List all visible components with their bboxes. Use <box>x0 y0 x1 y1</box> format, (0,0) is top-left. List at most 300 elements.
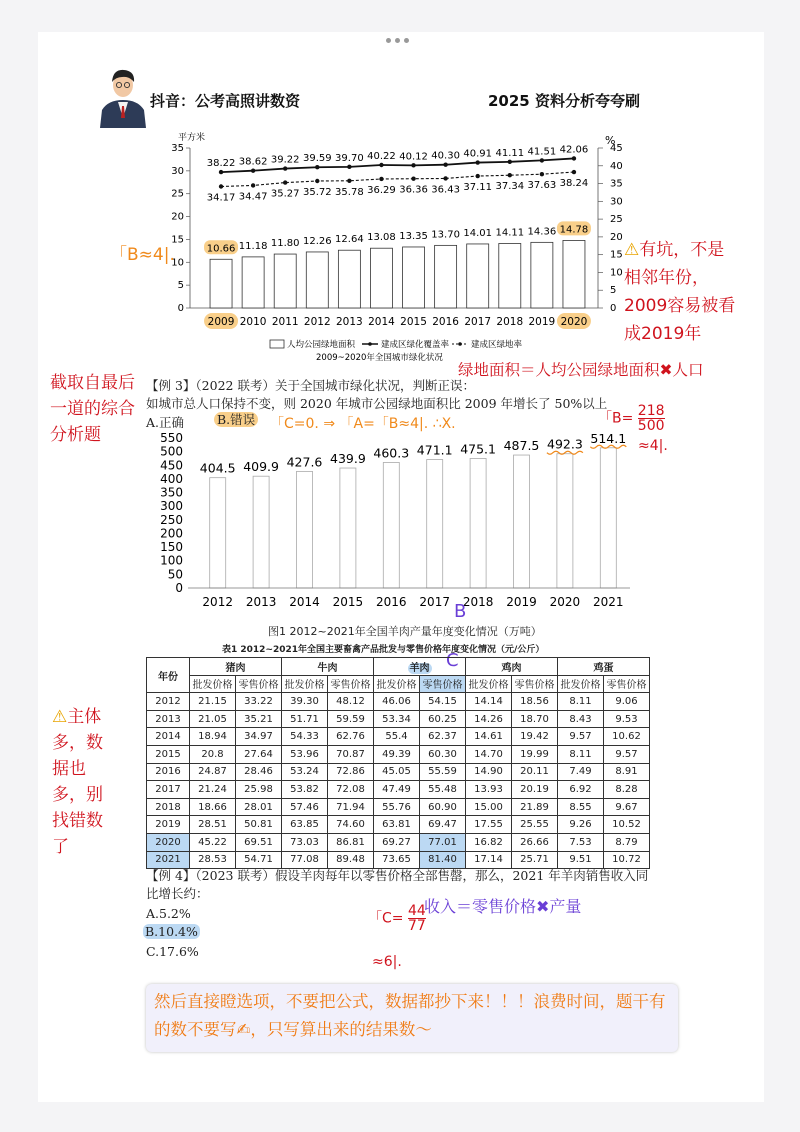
price-cell: 34.97 <box>236 728 282 746</box>
price-cell: 72.08 <box>328 781 374 799</box>
price-cell: 73.03 <box>282 833 328 851</box>
table-row <box>147 816 650 834</box>
price-cell: 51.71 <box>282 710 328 728</box>
year-cell: 2012 <box>147 693 190 711</box>
greenland-value-label: 37.63 <box>527 180 557 192</box>
price-cell: 53.24 <box>282 763 328 781</box>
greenland-value-label: 36.29 <box>367 184 396 196</box>
legend-bar-label: 人均公园绿地面积 <box>287 340 356 350</box>
right-tick-label: 35 <box>610 178 623 190</box>
x-tick-label: 2018 <box>462 595 494 609</box>
left-tick-label: 0 <box>177 303 184 314</box>
x-axis-labels <box>202 595 623 609</box>
annotation-many-data: ⚠主体 多，数 据也 多，别 找错数 了 <box>52 707 103 857</box>
sub-header: 批发价格 <box>558 675 604 693</box>
bar-2010 <box>242 257 264 308</box>
y-tick-label: 200 <box>160 526 183 541</box>
greenland-value-label: 36.43 <box>431 184 460 196</box>
left-tick-label: 20 <box>171 211 184 223</box>
price-cell: 77.08 <box>282 851 328 869</box>
x-tick-label: 2015 <box>332 595 364 609</box>
sub-header: 零售价格 <box>420 675 466 693</box>
annotation-mark-b: B <box>454 601 467 622</box>
bar-value-label: 427.6 <box>286 454 323 470</box>
price-cell: 72.86 <box>328 763 374 781</box>
price-cell: 21.05 <box>190 710 236 728</box>
annotation-income: 收入＝零售价格✖产量 <box>424 897 582 916</box>
price-cell: 14.26 <box>466 710 512 728</box>
greenland-value-label: 34.47 <box>238 191 268 203</box>
price-cell: 54.15 <box>420 693 466 711</box>
legend <box>270 339 523 350</box>
coverage-point <box>283 166 287 170</box>
bar-value-label: 11.80 <box>270 238 300 250</box>
price-cell: 17.14 <box>466 851 512 869</box>
bar-2020 <box>557 454 573 588</box>
price-cell: 20.11 <box>512 763 558 781</box>
price-cell: 8.55 <box>558 798 604 816</box>
annotation-source-note: 截取自最后 一道的综合 分析题 <box>50 373 135 445</box>
price-cell: 45.22 <box>190 833 236 851</box>
example4-option-a: A.5.2% <box>146 906 191 921</box>
bar-value-label: 12.26 <box>302 235 332 247</box>
table-row <box>147 728 650 746</box>
price-cell: 19.99 <box>512 745 558 763</box>
sub-header: 零售价格 <box>328 675 374 693</box>
price-cell: 8.11 <box>558 693 604 711</box>
year-cell: 2019 <box>147 816 190 834</box>
tip-note-text: 然后直接瞪选项，不要把公式，数据都抄下来！！！浪费时间，题干有的数不要写✍，只写算出来的结果数～ <box>154 992 666 1039</box>
x-tick-label: 2017 <box>419 595 450 609</box>
price-table <box>146 657 650 869</box>
right-tick-label: 0 <box>610 303 617 314</box>
y-tick-label: 400 <box>160 471 183 486</box>
group-header: 羊肉 <box>374 658 466 676</box>
greenland-value-label: 34.17 <box>206 192 236 204</box>
table-row <box>147 745 650 763</box>
greenland-point <box>508 173 512 177</box>
coverage-value-label: 40.12 <box>399 151 428 163</box>
price-cell: 8.79 <box>604 833 650 851</box>
price-cell: 60.90 <box>420 798 466 816</box>
x-tick-label: 2016 <box>376 595 407 609</box>
price-cell: 18.56 <box>512 693 558 711</box>
bar-2017 <box>427 460 443 588</box>
table-row <box>147 763 650 781</box>
coverage-value-label: 39.59 <box>302 153 332 165</box>
coverage-point <box>443 163 447 167</box>
price-cell: 70.87 <box>328 745 374 763</box>
price-cell: 28.51 <box>190 816 236 834</box>
price-cell: 35.21 <box>236 710 282 728</box>
price-cell: 18.70 <box>512 710 558 728</box>
price-cell: 9.67 <box>604 798 650 816</box>
bar-2015 <box>403 247 425 308</box>
x-tick-label: 2010 <box>239 316 267 328</box>
sub-header: 批发价格 <box>466 675 512 693</box>
right-unit-label: % <box>605 134 616 147</box>
left-tick-label: 35 <box>171 143 184 154</box>
greenland-value-label: 35.27 <box>270 188 300 200</box>
coverage-value-label: 38.62 <box>238 156 268 168</box>
header-series-title: 2025 资料分析夸夸刷 <box>488 92 640 110</box>
legend-greenland-label: 建成区绿地率 <box>471 340 523 350</box>
price-cell: 57.46 <box>282 798 328 816</box>
greenland-value-label: 35.72 <box>302 186 332 198</box>
price-cell: 39.30 <box>282 693 328 711</box>
left-tick-label: 15 <box>171 234 184 246</box>
bar-2014 <box>370 248 392 308</box>
bar-2021 <box>600 448 616 588</box>
price-cell: 71.94 <box>328 798 374 816</box>
price-cell: 18.94 <box>190 728 236 746</box>
left-tick-label: 25 <box>171 188 184 200</box>
group-header: 猪肉 <box>190 658 282 676</box>
price-cell: 19.42 <box>512 728 558 746</box>
annotation-rc-result: ≈6|. <box>372 954 402 970</box>
right-tick-label: 30 <box>610 196 623 208</box>
price-cell: 62.76 <box>328 728 374 746</box>
x-tick-label: 2017 <box>464 316 492 328</box>
x-tick-label: 2014 <box>289 595 320 609</box>
bar-value-label: 14.78 <box>559 224 589 236</box>
bar-2012 <box>306 252 328 308</box>
bar-2016 <box>435 245 457 308</box>
price-cell: 25.71 <box>512 851 558 869</box>
bar-value-label: 492.3 <box>547 436 583 452</box>
y-tick-label: 150 <box>160 540 183 555</box>
coverage-value-label: 40.91 <box>463 148 493 160</box>
year-cell: 2018 <box>147 798 190 816</box>
x-tick-label: 2020 <box>560 316 588 328</box>
price-cell: 45.05 <box>374 763 420 781</box>
x-tick-label: 2019 <box>528 316 556 328</box>
left-axis-ticks <box>171 143 190 314</box>
sub-header: 零售价格 <box>512 675 558 693</box>
chart1-title: 2009~2020年全国城市绿化状况 <box>316 353 443 363</box>
bar-2014 <box>297 471 313 588</box>
bar-2020 <box>563 240 585 308</box>
example3-statement: 如城市总人口保持不变，则 2020 年城市公园绿地面积比 2009 年增长了 50%以上 <box>146 396 608 411</box>
price-cell: 8.91 <box>604 763 650 781</box>
greenland-point <box>540 172 544 176</box>
price-cell: 60.25 <box>420 710 466 728</box>
annotation-trap-note: ⚠有坑，不是 相邻年份， 2009容易被看 成2019年 <box>624 240 736 344</box>
tip-note-box <box>146 984 678 1052</box>
price-cell: 48.12 <box>328 693 374 711</box>
sub-header: 零售价格 <box>236 675 282 693</box>
price-cell: 14.90 <box>466 763 512 781</box>
bar-2017 <box>467 244 489 308</box>
x-tick-label: 2021 <box>593 595 624 609</box>
col-year-header: 年份 <box>147 658 190 693</box>
price-cell: 74.60 <box>328 816 374 834</box>
left-unit-label: 平方米 <box>178 133 206 143</box>
table-row <box>147 798 650 816</box>
price-cell: 20.8 <box>190 745 236 763</box>
group-header: 鸡蛋 <box>558 658 650 676</box>
bar-2013 <box>253 476 269 588</box>
bar-value-label: 14.11 <box>495 227 525 239</box>
bar-value-label: 409.9 <box>243 459 279 475</box>
bar-2012 <box>210 478 226 588</box>
bar-2016 <box>383 462 399 588</box>
annotation-rb-calc: 「B= $\frac{218}{500}$ <box>598 403 665 434</box>
table-row <box>147 833 650 851</box>
price-cell: 81.40 <box>420 851 466 869</box>
price-cell: 28.46 <box>236 763 282 781</box>
coverage-value-label: 41.51 <box>527 146 557 158</box>
price-cell: 59.59 <box>328 710 374 728</box>
bar-value-label: 514.1 <box>590 430 627 446</box>
annotation-rc-calc: 「C= $\frac{44}{77}$ <box>368 903 426 934</box>
year-cell: 2014 <box>147 728 190 746</box>
coverage-point <box>476 160 480 164</box>
legend-coverage-label: 建成区绿化覆盖率 <box>381 340 450 350</box>
price-cell: 10.52 <box>604 816 650 834</box>
annotation-rb-left: 「B≈4|. <box>110 245 175 265</box>
price-cell: 6.92 <box>558 781 604 799</box>
coverage-point <box>315 165 319 169</box>
y-tick-label: 500 <box>160 444 183 459</box>
coverage-point <box>411 163 415 167</box>
price-cell: 9.51 <box>558 851 604 869</box>
bar-value-label: 460.3 <box>373 445 410 461</box>
coverage-point <box>540 158 544 162</box>
bar-value-label: 13.08 <box>367 232 396 244</box>
table-row <box>147 781 650 799</box>
bar-2013 <box>338 250 360 308</box>
price-cell: 86.81 <box>328 833 374 851</box>
price-cell: 54.33 <box>282 728 328 746</box>
annotation-mark-c: C <box>446 650 459 671</box>
greenland-value-label: 38.24 <box>559 178 589 190</box>
price-cell: 77.01 <box>420 833 466 851</box>
bar-value-label: 439.9 <box>330 451 366 467</box>
right-tick-label: 45 <box>610 143 623 154</box>
y-tick-label: 250 <box>160 512 183 527</box>
price-cell: 10.72 <box>604 851 650 869</box>
bar-value-label: 13.35 <box>399 230 428 242</box>
price-cell: 24.87 <box>190 763 236 781</box>
price-cell: 9.57 <box>558 728 604 746</box>
sub-header: 批发价格 <box>374 675 420 693</box>
price-cell: 18.66 <box>190 798 236 816</box>
y-tick-label: 50 <box>167 567 183 582</box>
coverage-value-label: 41.11 <box>495 147 525 159</box>
price-cell: 25.55 <box>512 816 558 834</box>
sub-header: 批发价格 <box>282 675 328 693</box>
price-cell: 8.11 <box>558 745 604 763</box>
y-tick-label: 100 <box>160 553 183 568</box>
price-cell: 14.61 <box>466 728 512 746</box>
price-cell: 47.49 <box>374 781 420 799</box>
bar-2019 <box>531 242 553 308</box>
example4-option-c: C.17.6% <box>146 944 199 959</box>
coverage-point <box>347 165 351 169</box>
coverage-point <box>508 160 512 164</box>
left-tick-label: 5 <box>177 280 184 292</box>
greenland-point <box>379 177 383 181</box>
price-cell: 21.89 <box>512 798 558 816</box>
price-cell: 60.30 <box>420 745 466 763</box>
bar-value-label: 12.64 <box>335 234 364 246</box>
price-cell: 53.34 <box>374 710 420 728</box>
coverage-value-label: 42.06 <box>559 144 589 156</box>
example3-question: 【例 3】（2022 联考）关于全国城市绿化状况，判断正误： <box>146 378 475 393</box>
bar-value-label: 14.36 <box>527 226 557 238</box>
year-cell: 2021 <box>147 851 190 869</box>
price-cell: 46.06 <box>374 693 420 711</box>
x-tick-label: 2009 <box>207 316 235 328</box>
price-cell: 8.43 <box>558 710 604 728</box>
bar-value-label: 13.70 <box>431 229 460 241</box>
price-cell: 27.64 <box>236 745 282 763</box>
price-cell: 17.55 <box>466 816 512 834</box>
price-cell: 69.47 <box>420 816 466 834</box>
more-options-icon[interactable] <box>386 38 416 48</box>
price-cell: 13.93 <box>466 781 512 799</box>
bar-2009 <box>210 259 232 308</box>
coverage-point <box>251 168 255 172</box>
price-cell: 7.49 <box>558 763 604 781</box>
sub-header: 批发价格 <box>190 675 236 693</box>
annotation-formula: 绿地面积＝人均公园绿地面积✖人口 <box>458 361 704 379</box>
greenland-point <box>411 177 415 181</box>
x-axis-labels <box>204 313 591 329</box>
y-tick-label: 350 <box>160 485 183 500</box>
table-row <box>147 710 650 728</box>
price-cell: 53.82 <box>282 781 328 799</box>
coverage-point <box>572 156 576 160</box>
bar-value-label: 14.01 <box>463 227 493 239</box>
coverage-value-label: 39.70 <box>335 152 364 164</box>
sub-header: 零售价格 <box>604 675 650 693</box>
coverage-value-label: 40.22 <box>367 150 396 162</box>
example3-option-b: B.错误 <box>214 410 258 428</box>
price-cell: 69.51 <box>236 833 282 851</box>
mutton-output-chart <box>150 430 630 635</box>
price-cell: 16.82 <box>466 833 512 851</box>
price-cell: 26.66 <box>512 833 558 851</box>
price-cell: 9.26 <box>558 816 604 834</box>
price-cell: 89.48 <box>328 851 374 869</box>
y-tick-label: 0 <box>175 581 183 595</box>
greenland-point <box>443 176 447 180</box>
price-cell: 25.98 <box>236 781 282 799</box>
example4-question: 【例 4】（2023 联考）假设羊肉每年以零售价格全部售罄，那么，2021 年羊肉销售收入同 <box>146 868 649 883</box>
greenland-value-label: 36.36 <box>399 184 428 196</box>
x-tick-label: 2013 <box>245 595 277 609</box>
x-tick-label: 2020 <box>549 595 581 609</box>
annotation-rb-result: ≈4|. <box>638 438 668 454</box>
greenland-point <box>476 174 480 178</box>
bar-value-label: 404.5 <box>199 460 236 476</box>
greenland-point <box>219 184 223 188</box>
left-tick-label: 10 <box>171 257 184 269</box>
bar-value-label: 487.5 <box>503 438 540 454</box>
right-tick-label: 40 <box>610 160 623 172</box>
group-header: 鸡肉 <box>466 658 558 676</box>
table-title: 表1 2012~2021年全国主要畜禽产品批发与零售价格年度变化情况（元/公斤） <box>222 645 545 655</box>
bar-value-label: 475.1 <box>460 441 496 457</box>
greenland-value-label: 37.34 <box>495 181 525 193</box>
coverage-value-label: 38.22 <box>206 158 236 170</box>
chart2-caption: 图1 2012~2021年全国羊肉产量年度变化情况（万吨） <box>268 625 542 638</box>
price-cell: 55.4 <box>374 728 420 746</box>
author-avatar <box>98 60 148 128</box>
year-cell: 2013 <box>147 710 190 728</box>
price-cell: 28.01 <box>236 798 282 816</box>
x-tick-label: 2019 <box>506 595 537 609</box>
price-cell: 63.81 <box>374 816 420 834</box>
price-cell: 73.65 <box>374 851 420 869</box>
example4-question-cont: 比增长约： <box>146 886 209 901</box>
price-cell: 55.76 <box>374 798 420 816</box>
price-cell: 15.00 <box>466 798 512 816</box>
example4-option-b: B.10.4% <box>145 924 198 939</box>
coverage-value-label: 40.30 <box>431 150 460 162</box>
greenland-point <box>283 180 287 184</box>
price-cell: 62.37 <box>420 728 466 746</box>
price-cell: 49.39 <box>374 745 420 763</box>
annotation-rc-zero: 「C=0. ⇒ 「A=「B≈4|. ∴X. <box>270 416 456 432</box>
price-cell: 21.24 <box>190 781 236 799</box>
x-tick-label: 2014 <box>368 316 395 328</box>
bar-2018 <box>499 243 521 308</box>
price-cell: 54.71 <box>236 851 282 869</box>
group-header: 牛肉 <box>282 658 374 676</box>
year-cell: 2017 <box>147 781 190 799</box>
price-cell: 14.14 <box>466 693 512 711</box>
right-tick-label: 20 <box>610 231 623 243</box>
price-cell: 55.59 <box>420 763 466 781</box>
table-row <box>147 693 650 711</box>
x-tick-label: 2012 <box>202 595 233 609</box>
price-cell: 53.96 <box>282 745 328 763</box>
greenland-point <box>572 170 576 174</box>
year-cell: 2015 <box>147 745 190 763</box>
y-axis-ticks <box>160 431 183 595</box>
x-tick-label: 2012 <box>303 316 331 328</box>
greenland-point <box>251 183 255 187</box>
bar-value-label: 471.1 <box>416 442 453 458</box>
greenland-point <box>315 179 319 183</box>
right-tick-label: 10 <box>610 267 623 279</box>
price-cell: 10.62 <box>604 728 650 746</box>
right-tick-label: 25 <box>610 214 623 226</box>
bar-2015 <box>340 468 356 588</box>
greenland-value-label: 35.78 <box>335 186 364 198</box>
bar-2018 <box>470 458 486 588</box>
price-cell: 33.22 <box>236 693 282 711</box>
coverage-point <box>379 163 383 167</box>
price-cell: 7.53 <box>558 833 604 851</box>
y-tick-label: 300 <box>160 499 183 514</box>
price-cell: 20.19 <box>512 781 558 799</box>
price-cell: 9.53 <box>604 710 650 728</box>
coverage-point <box>219 170 223 174</box>
example3-option-a: A.正确 <box>146 415 185 430</box>
y-tick-label: 550 <box>160 431 183 445</box>
price-cell: 50.81 <box>236 816 282 834</box>
bar-value-label: 10.66 <box>206 243 236 255</box>
price-cell: 9.57 <box>604 745 650 763</box>
x-tick-label: 2015 <box>400 316 427 328</box>
year-cell: 2020 <box>147 833 190 851</box>
price-cell: 63.85 <box>282 816 328 834</box>
bar-2011 <box>274 254 296 308</box>
